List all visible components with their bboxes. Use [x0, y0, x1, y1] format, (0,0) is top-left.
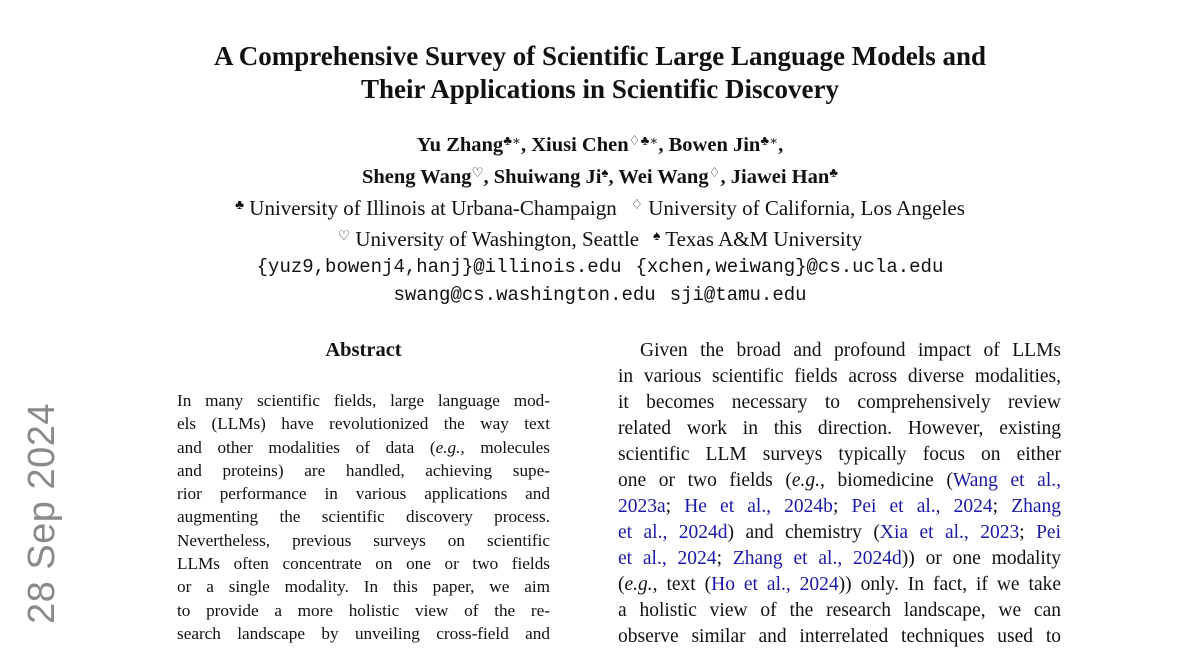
- author-marker: ♠: [601, 164, 609, 180]
- email-address: {xchen,weiwang}@cs.ucla.edu: [635, 256, 944, 279]
- affiliation-line-2: [150, 222, 1050, 253]
- title-line: A Comprehensive Survey of Scientific Large Language Models and: [214, 41, 986, 71]
- spade-icon: ♠: [653, 228, 661, 244]
- intro-line: it becomes necessary to comprehensively review: [618, 392, 1061, 413]
- abstract-text: [177, 389, 550, 645]
- title-line: Their Applications in Scientific Discovery: [361, 74, 839, 104]
- affiliation-name: University of Illinois at Urbana-Champaign: [249, 196, 617, 221]
- author-marker: ♢: [708, 164, 721, 180]
- author-block: [150, 127, 1050, 309]
- abstract-line: els (LLMs) have revolutionized the way text: [177, 414, 550, 434]
- abstract-line: rior performance in various applications and: [177, 484, 550, 504]
- club-icon: ♣: [235, 196, 245, 212]
- citation-link[interactable]: Zhang et al., 2024d: [732, 548, 902, 569]
- intro-line: (e.g., text (Ho et al., 2024)) only. In fact, if we take: [618, 574, 1061, 595]
- author-name: Shuiwang Ji: [493, 165, 602, 188]
- intro-line: et al., 2024; Zhang et al., 2024d)) or one modality: [618, 548, 1061, 569]
- diamond-icon: ♢: [630, 196, 643, 212]
- email-address: swang@cs.washington.edu: [393, 284, 656, 307]
- email-line-1: [150, 253, 1050, 281]
- abstract-line: In many scientific fields, large language mod-: [177, 391, 550, 410]
- author-name: Bowen Jin: [668, 133, 761, 156]
- email-address: {yuz9,bowenj4,hanj}@illinois.edu: [256, 256, 622, 279]
- affiliation-name: University of California, Los Angeles: [648, 196, 965, 221]
- author-marker: ♣∗: [760, 133, 779, 148]
- intro-line: observe similar and interrelated techniques used to: [618, 626, 1061, 647]
- introduction-text: [618, 338, 1061, 650]
- citation-link[interactable]: Zhang: [1011, 496, 1061, 517]
- email-address: sji@tamu.edu: [669, 284, 807, 307]
- abstract-line: search landscape by unveiling cross-field and: [177, 623, 550, 643]
- author-name: Sheng Wang: [361, 165, 472, 188]
- author-marker: ♡: [471, 164, 484, 180]
- affiliation-name: University of Washington, Seattle: [355, 227, 640, 252]
- intro-line: related work in this direction. However, existing: [618, 418, 1061, 439]
- abstract-heading: Abstract: [325, 339, 402, 361]
- affiliation-line-1: [150, 191, 1050, 222]
- abstract-line: augmenting the scientific discovery process.: [177, 507, 550, 527]
- abstract-line: LLMs often concentrate on one or two fields: [177, 554, 550, 574]
- citation-link[interactable]: He et al., 2024b: [684, 496, 833, 517]
- author-name: Jiawei Han: [730, 165, 830, 188]
- intro-line: 2023a; He et al., 2024b; Pei et al., 2024; Zhang: [618, 496, 1061, 517]
- author-line-2: Sheng Wang♡, Shuiwang Ji♠, Wei Wang♢, Jiawei Han♣: [361, 164, 839, 188]
- author-line-1: Yu Zhang♣∗, Xiusi Chen♢♣∗, Bowen Jin♣∗,: [416, 133, 784, 156]
- intro-line: a holistic view of the research landscape, we can: [618, 600, 1061, 621]
- intro-line: one or two fields (e.g., biomedicine (Wang et al.,: [618, 470, 1061, 491]
- citation-link[interactable]: 2023a: [618, 496, 666, 517]
- paper-title: [150, 40, 1050, 106]
- author-marker: ♣: [829, 164, 839, 180]
- intro-line: in various scientific fields across diverse modalities,: [618, 366, 1061, 387]
- author-marker: ♢♣∗: [628, 133, 659, 148]
- arxiv-date-stamp: 28 Sep 2024: [21, 402, 63, 624]
- abstract-line: to provide a more holistic view of the re-: [177, 600, 550, 620]
- heart-icon: ♡: [337, 228, 351, 244]
- citation-link[interactable]: Xia et al., 2023: [879, 522, 1020, 543]
- intro-line: scientific LLM surveys typically focus on either: [618, 444, 1061, 465]
- intro-line: Given the broad and profound impact of LLMs: [640, 340, 1061, 361]
- abstract-line: and other modalities of data (e.g., molecules: [177, 437, 550, 457]
- email-line-2: [150, 281, 1050, 309]
- citation-link[interactable]: Pei: [1036, 522, 1061, 543]
- author-name: Yu Zhang: [416, 133, 504, 156]
- citation-link[interactable]: Wang et al.,: [952, 470, 1061, 491]
- affiliation-name: Texas A&M University: [665, 227, 863, 252]
- citation-link[interactable]: Ho et al., 2024: [711, 574, 839, 595]
- abstract-line: and proteins) are handled, achieving supe-: [177, 460, 550, 480]
- citation-link[interactable]: et al., 2024d: [618, 522, 728, 543]
- abstract-line: or a single modality. In this paper, we aim: [177, 577, 550, 597]
- intro-line: et al., 2024d) and chemistry (Xia et al., 2023; Pei: [618, 522, 1061, 543]
- author-marker: ♣∗: [503, 133, 521, 148]
- author-name: Xiusi Chen: [531, 133, 629, 156]
- author-name: Wei Wang: [618, 165, 709, 188]
- citation-link[interactable]: Pei et al., 2024: [851, 496, 993, 517]
- citation-link[interactable]: et al., 2024: [618, 548, 717, 569]
- abstract-line: Nevertheless, previous surveys on scientific: [177, 530, 550, 550]
